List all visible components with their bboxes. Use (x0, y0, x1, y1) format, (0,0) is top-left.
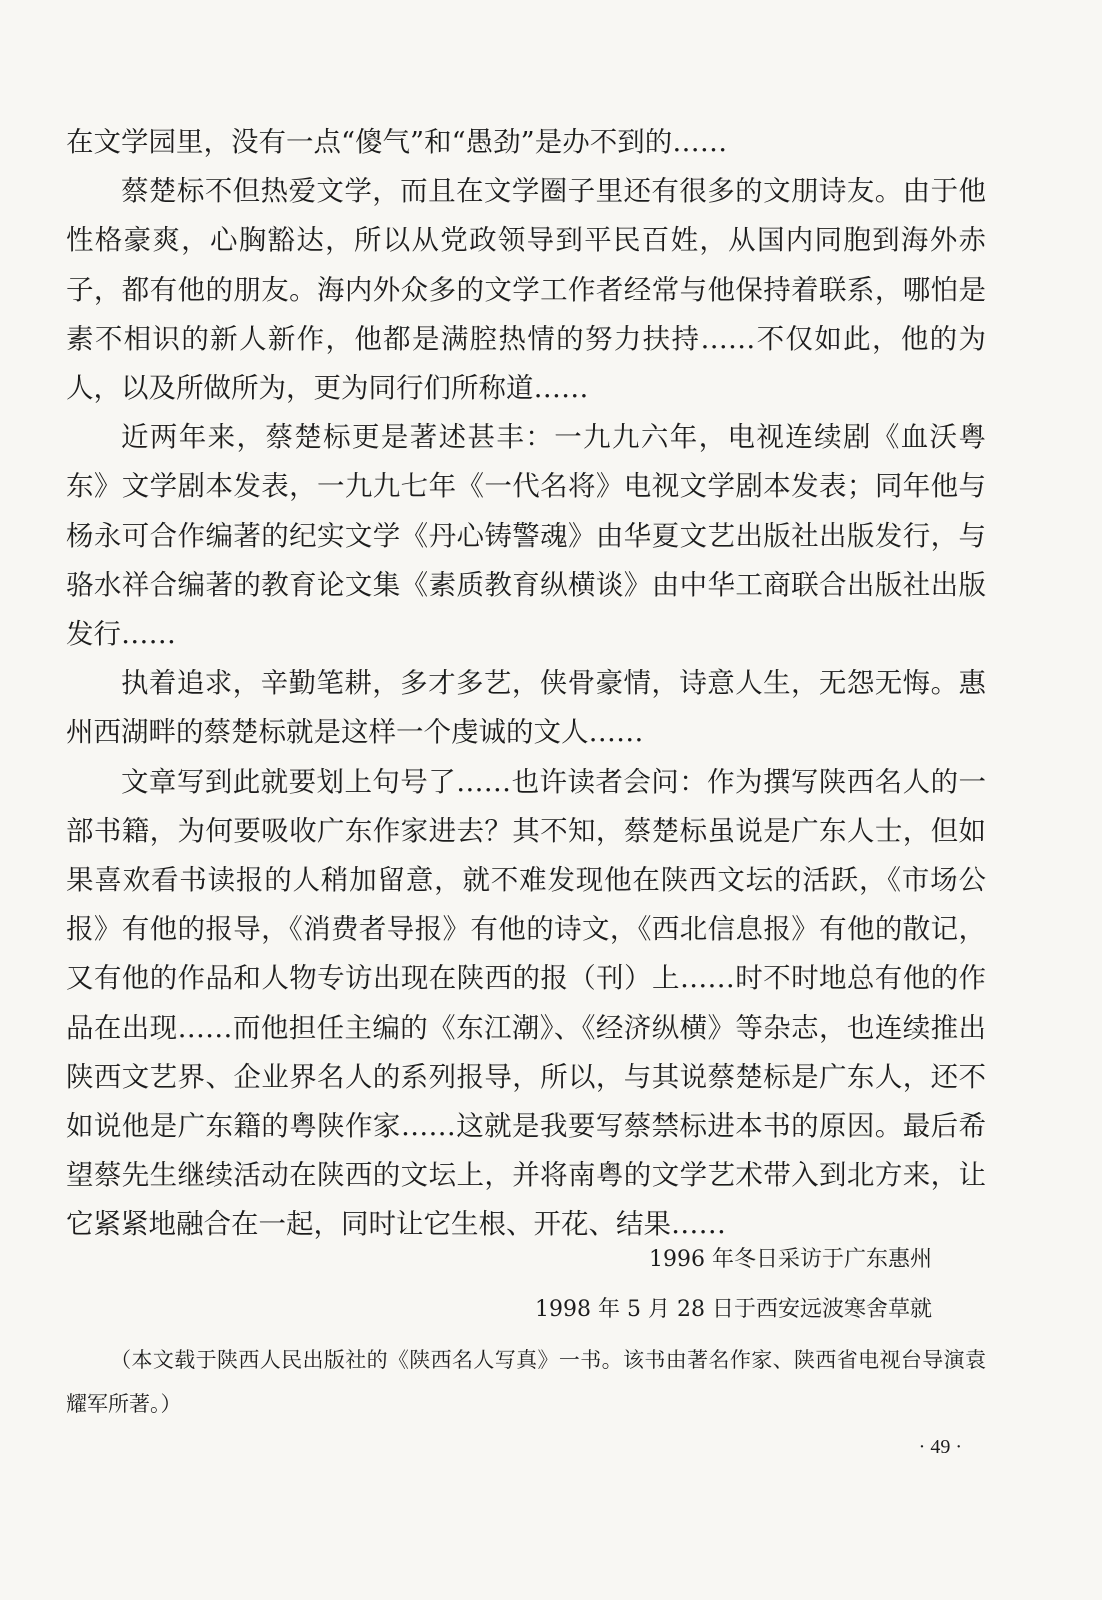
publication-note: （本文载于陕西人民出版社的《陕西名人写真》一书。该书由著名作家、陕西省电视台导演袁耀军所著。） (66, 1348, 986, 1416)
paragraph: 文章写到此就要划上句号了……也许读者会问：作为撰写陕西名人的一部书籍，为何要吸收广东作家进去？其不知，蔡楚标虽说是广东人士，但如果喜欢看书读报的人稍加留意，就不难发现他在陕西文坛的活跃，《市场公报》有他的报导，《消费者导报》有他的诗文，《西北信息报》有他的散记，又有他的作品和人物专访出现在陕西的报（刊）上……时不时地总有他的作品在出现……而他担任主编的《东江潮》、《经济纵横》等杂志，也连续推出陕西文艺界、企业界名人的系列报导，所以，与其说蔡楚标是广东人，还不如说他是广东籍的粤陕作家……这就是我要写蔡禁标进本书的原因。最后希望蔡先生继续活动在陕西的文坛上，并将南粤的文学艺术带入到北方来，让它紧紧地融合在一起，同时让它生根、开花、结果…… (66, 765, 986, 1241)
signoff-interview-date: 1996 年冬日采访于广东惠州 (649, 1247, 932, 1272)
paragraph-continuation: 在文学园里，没有一点“傻气”和“愚劲”是办不到的…… (66, 126, 728, 158)
article-body (66, 118, 986, 1250)
paragraph: 蔡楚标不但热爱文学，而且在文学圈子里还有很多的文朋诗友。由于他性格豪爽，心胸豁达，所以从党政领导到平民百姓，从国内同胞到海外赤子，都有他的朋友。海内外众多的文学工作者经常与他保持着联系，哪怕是素不相识的新人新作，他都是满腔热情的努力扶持……不仅如此，他的为人，以及所做所为，更为同行们所称道…… (66, 175, 986, 405)
paragraph: 执着追求，辛勤笔耕，多才多艺，侠骨豪情，诗意人生，无怨无悔。惠州西湖畔的蔡楚标就是这样一个虔诚的文人…… (66, 667, 986, 749)
page-number: · 49 · (918, 1436, 962, 1458)
paragraph: 近两年来，蔡楚标更是著述甚丰：一九九六年，电视连续剧《血沃粤东》文学剧本发表，一九九七年《一代名将》电视文学剧本发表；同年他与杨永可合作编著的纪实文学《丹心铸警魂》由华夏文艺出版社出版发行，与骆水祥合编著的教育论文集《素质教育纵横谈》由中华工商联合出版社出版发行…… (66, 421, 986, 651)
signoff-writing-date: 1998 年 5 月 28 日于西安远波寒舍草就 (535, 1297, 932, 1322)
